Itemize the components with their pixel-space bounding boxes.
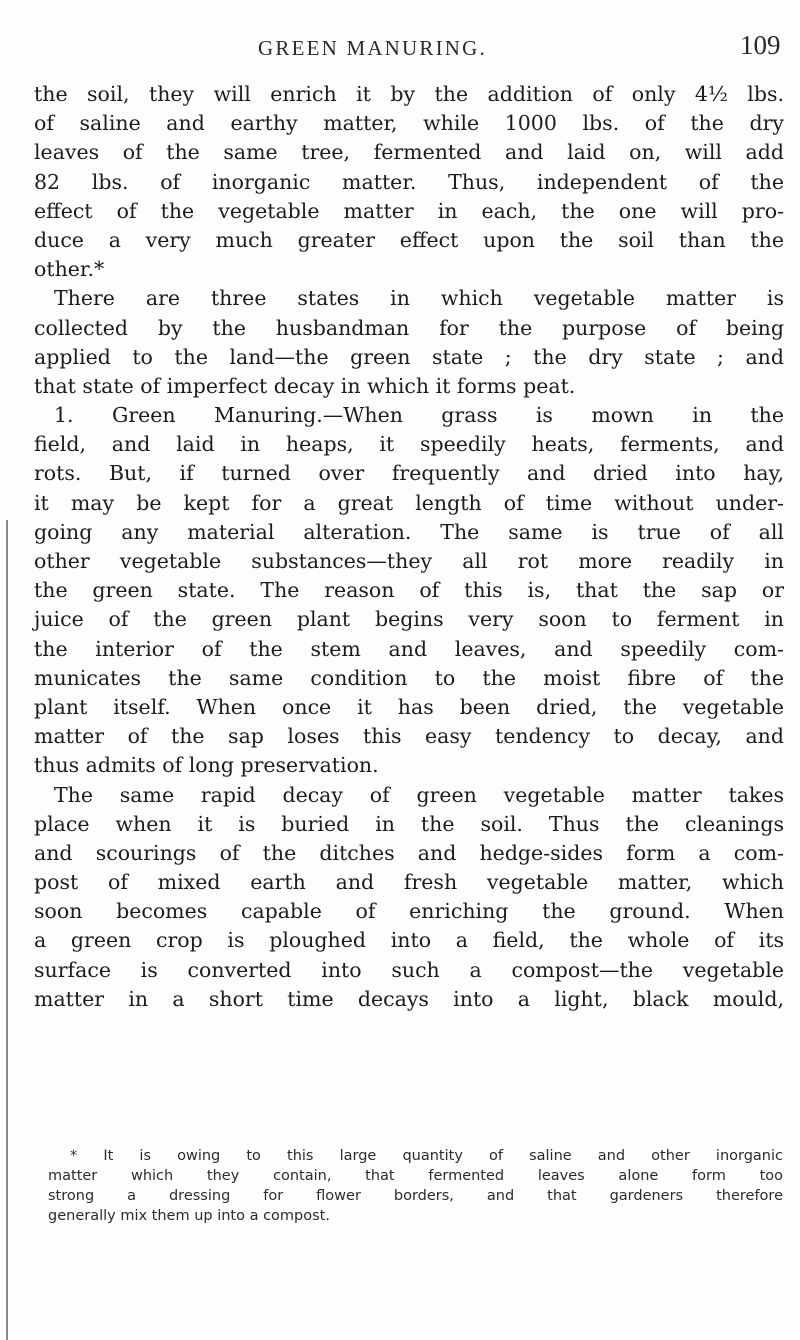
footnote-line: strong a dressing for flower borders, and that gardeners therefore — [48, 1188, 783, 1204]
text-line: going any material alteration. The same is true of all — [34, 519, 784, 544]
footnote — [48, 1146, 783, 1226]
text-line: the green state. The reason of this is, that the sap or — [34, 578, 784, 603]
text-line: a green crop is ploughed into a field, the whole of its — [34, 928, 784, 953]
text-line: juice of the green plant begins very soon to ferment in — [34, 607, 784, 632]
running-head — [0, 30, 800, 70]
text-line: collected by the husbandman for the purpose of being — [34, 315, 784, 340]
text-line: municates the same condition to the moist fibre of the — [34, 665, 784, 690]
text-line: rots. But, if turned over frequently and dried into hay, — [34, 461, 784, 486]
text-line: the interior of the stem and leaves, and speedily com- — [34, 636, 784, 661]
text-line: There are three states in which vegetable matter is — [54, 286, 784, 311]
body-text — [34, 80, 784, 1014]
page-edge-shadow — [6, 520, 8, 1340]
text-line: The same rapid decay of green vegetable matter takes — [54, 782, 784, 807]
text-line: duce a very much greater effect upon the soil than the — [34, 227, 784, 252]
text-line: soon becomes capable of enriching the ground. When — [34, 899, 784, 924]
text-line: surface is converted into such a compost—the vegetable — [34, 957, 784, 982]
text-line: and scourings of the ditches and hedge-sides form a com- — [34, 840, 784, 865]
text-line: other.* — [34, 257, 105, 282]
text-line: that state of imperfect decay in which it forms peat. — [34, 373, 576, 398]
footnote-line: matter which they contain, that fermented leaves alone form too — [48, 1168, 783, 1184]
text-line: matter of the sap loses this easy tendency to decay, and — [34, 724, 784, 749]
page-number: 109 — [740, 30, 781, 60]
text-line: leaves of the same tree, fermented and laid on, will add — [34, 140, 784, 165]
text-line: plant itself. When once it has been dried, the vegetable — [34, 694, 784, 719]
text-line: of saline and earthy matter, while 1000 lbs. of the dry — [34, 111, 784, 136]
text-line: place when it is buried in the soil. Thus the cleanings — [34, 811, 784, 836]
text-line: thus admits of long preservation. — [34, 753, 379, 778]
text-line: post of mixed earth and fresh vegetable matter, which — [34, 870, 784, 895]
text-line: field, and laid in heaps, it speedily heats, ferments, and — [34, 432, 784, 457]
text-line: 1. Green Manuring.—When grass is mown in the — [54, 403, 784, 428]
text-line: 82 lbs. of inorganic matter. Thus, independent of the — [34, 169, 784, 194]
running-title: GREEN MANURING. — [258, 36, 487, 60]
text-line: matter in a short time decays into a light, black mould, — [34, 986, 784, 1011]
text-line: the soil, they will enrich it by the addition of only 4½ lbs. — [34, 82, 784, 106]
text-line: effect of the vegetable matter in each, the one will pro- — [34, 198, 784, 223]
footnote-line: generally mix them up into a compost. — [48, 1208, 330, 1224]
text-line: it may be kept for a great length of time without under- — [34, 490, 784, 515]
text-line: other vegetable substances—they all rot more readily in — [34, 549, 784, 573]
text-line: applied to the land—the green state ; the dry state ; and — [34, 344, 784, 369]
footnote-line: * It is owing to this large quantity of saline and other inorganic — [70, 1148, 783, 1164]
